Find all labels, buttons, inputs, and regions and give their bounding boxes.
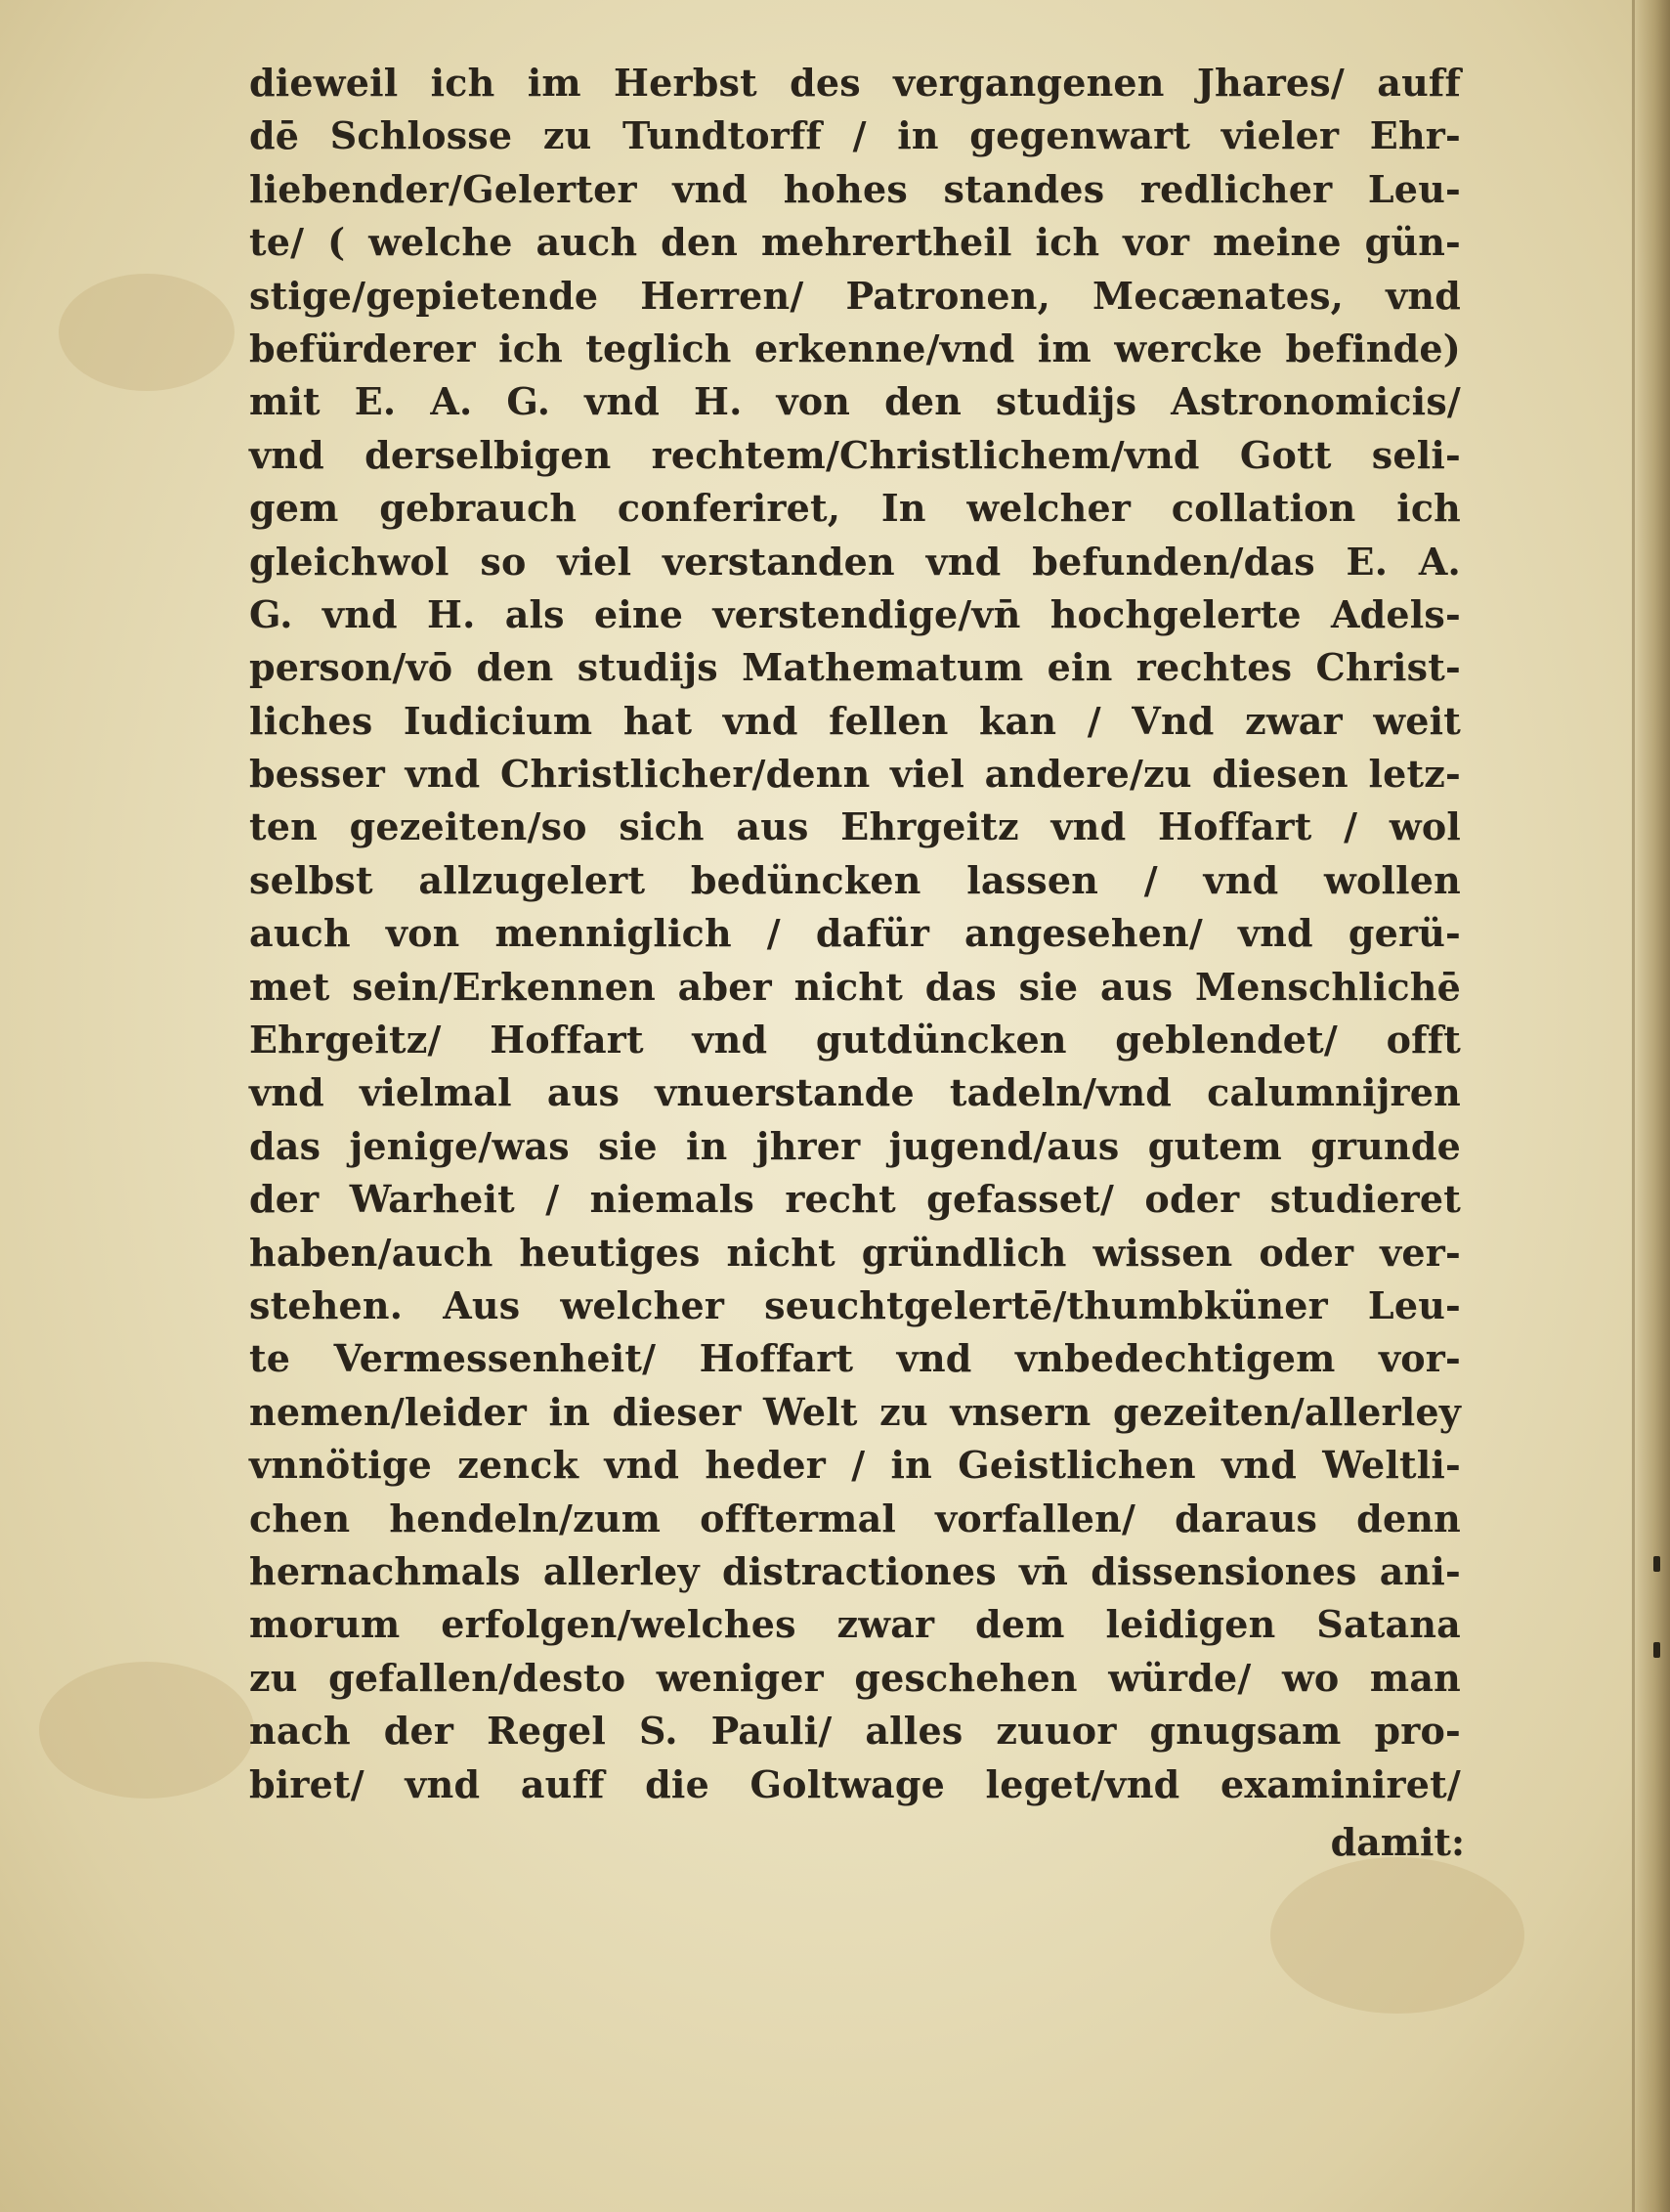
paper-stain — [1270, 1857, 1524, 2014]
text-line: zu gefallen/desto weniger geschehen würde/ wo man — [249, 1655, 1461, 1700]
text-line: te/ ( welche auch den mehrertheil ich vor meine gün- — [249, 220, 1461, 265]
text-line: auch von menniglich / dafür angesehen/ vnd gerü- — [249, 911, 1461, 956]
text-line: dieweil ich im Herbst des vergangenen Jhares/ auff — [249, 61, 1461, 105]
text-line: G. vnd H. als eine verstendige/vn̄ hochgelerte Adels- — [249, 591, 1461, 636]
text-line: te Vermessenheit/ Hoffart vnd vnbedechtigem vor- — [249, 1336, 1461, 1381]
paper-stain — [39, 1662, 254, 1799]
text-line: vnd vielmal aus vnuerstande tadeln/vnd calumnijren — [249, 1070, 1461, 1115]
text-line: liches Iudicium hat vnd fellen kan / Vnd zwar weit — [249, 698, 1461, 743]
text-line: vnd derselbigen rechtem/Christlichem/vnd Gott seli- — [249, 432, 1461, 477]
text-line: der Warheit / niemals recht gefasset/ oder studieret — [249, 1177, 1461, 1222]
text-line: ten gezeiten/so sich aus Ehrgeitz vnd Hoffart / wol — [249, 804, 1461, 849]
text-line: selbst allzugelert bedüncken lassen / vnd wollen — [249, 857, 1461, 902]
text-line: stehen. Aus welcher seuchtgelertē/thumbküner Leu- — [249, 1282, 1461, 1327]
text-line: person/vō den studijs Mathematum ein rechtes Christ- — [249, 645, 1461, 690]
catchword: damit: — [1330, 1820, 1465, 1864]
text-line: vnnötige zenck vnd heder / in Geistlichen vnd Weltli- — [249, 1443, 1461, 1488]
text-line: liebender/Gelerter vnd hohes standes redlicher Leu- — [249, 166, 1461, 211]
text-line: befürderer ich teglich erkenne/vnd im wercke befinde) — [249, 325, 1461, 370]
text-line: nemen/leider in dieser Welt zu vnsern gezeiten/allerley — [249, 1389, 1461, 1434]
text-line: gleichwol so viel verstanden vnd befunden/das E. A. — [249, 539, 1461, 584]
text-line: chen hendeln/zum offtermal vorfallen/ daraus denn — [249, 1496, 1461, 1540]
text-line: met sein/Erkennen aber nicht das sie aus Menschlichē — [249, 964, 1461, 1009]
edge-stitch-mark — [1653, 1642, 1660, 1658]
text-line: das jenige/was sie in jhrer jugend/aus gutem grunde — [249, 1123, 1461, 1168]
text-line: biret/ vnd auff die Goltwage leget/vnd examiniret/ — [249, 1761, 1461, 1806]
text-line: Ehrgeitz/ Hoffart vnd gutdüncken geblendet/ offt — [249, 1018, 1461, 1063]
text-line: hernachmals allerley distractiones vn̄ dissensiones ani- — [249, 1548, 1461, 1593]
text-line: gem gebrauch conferiret, In welcher collation ich — [249, 486, 1461, 531]
text-line: mit E. A. G. vnd H. von den studijs Astronomicis/ — [249, 379, 1461, 424]
text-line: nach der Regel S. Pauli/ alles zuuor gnugsam pro- — [249, 1709, 1461, 1754]
text-line: morum erfolgen/welches zwar dem leidigen Satana — [249, 1602, 1461, 1647]
edge-stitch-mark — [1653, 1556, 1660, 1572]
text-line: haben/auch heutiges nicht gründlich wissen oder ver- — [249, 1230, 1461, 1275]
text-line: besser vnd Christlicher/denn viel andere/zu diesen letz- — [249, 752, 1461, 797]
paper-stain — [59, 274, 235, 391]
binding-gutter — [1631, 0, 1670, 2212]
text-line: stige/gepietende Herren/ Patronen, Mecænates, vnd — [249, 273, 1461, 318]
text-line: dē Schlosse zu Tundtorff / in gegenwart vieler Ehr- — [249, 113, 1461, 158]
body-text — [249, 57, 1461, 1811]
